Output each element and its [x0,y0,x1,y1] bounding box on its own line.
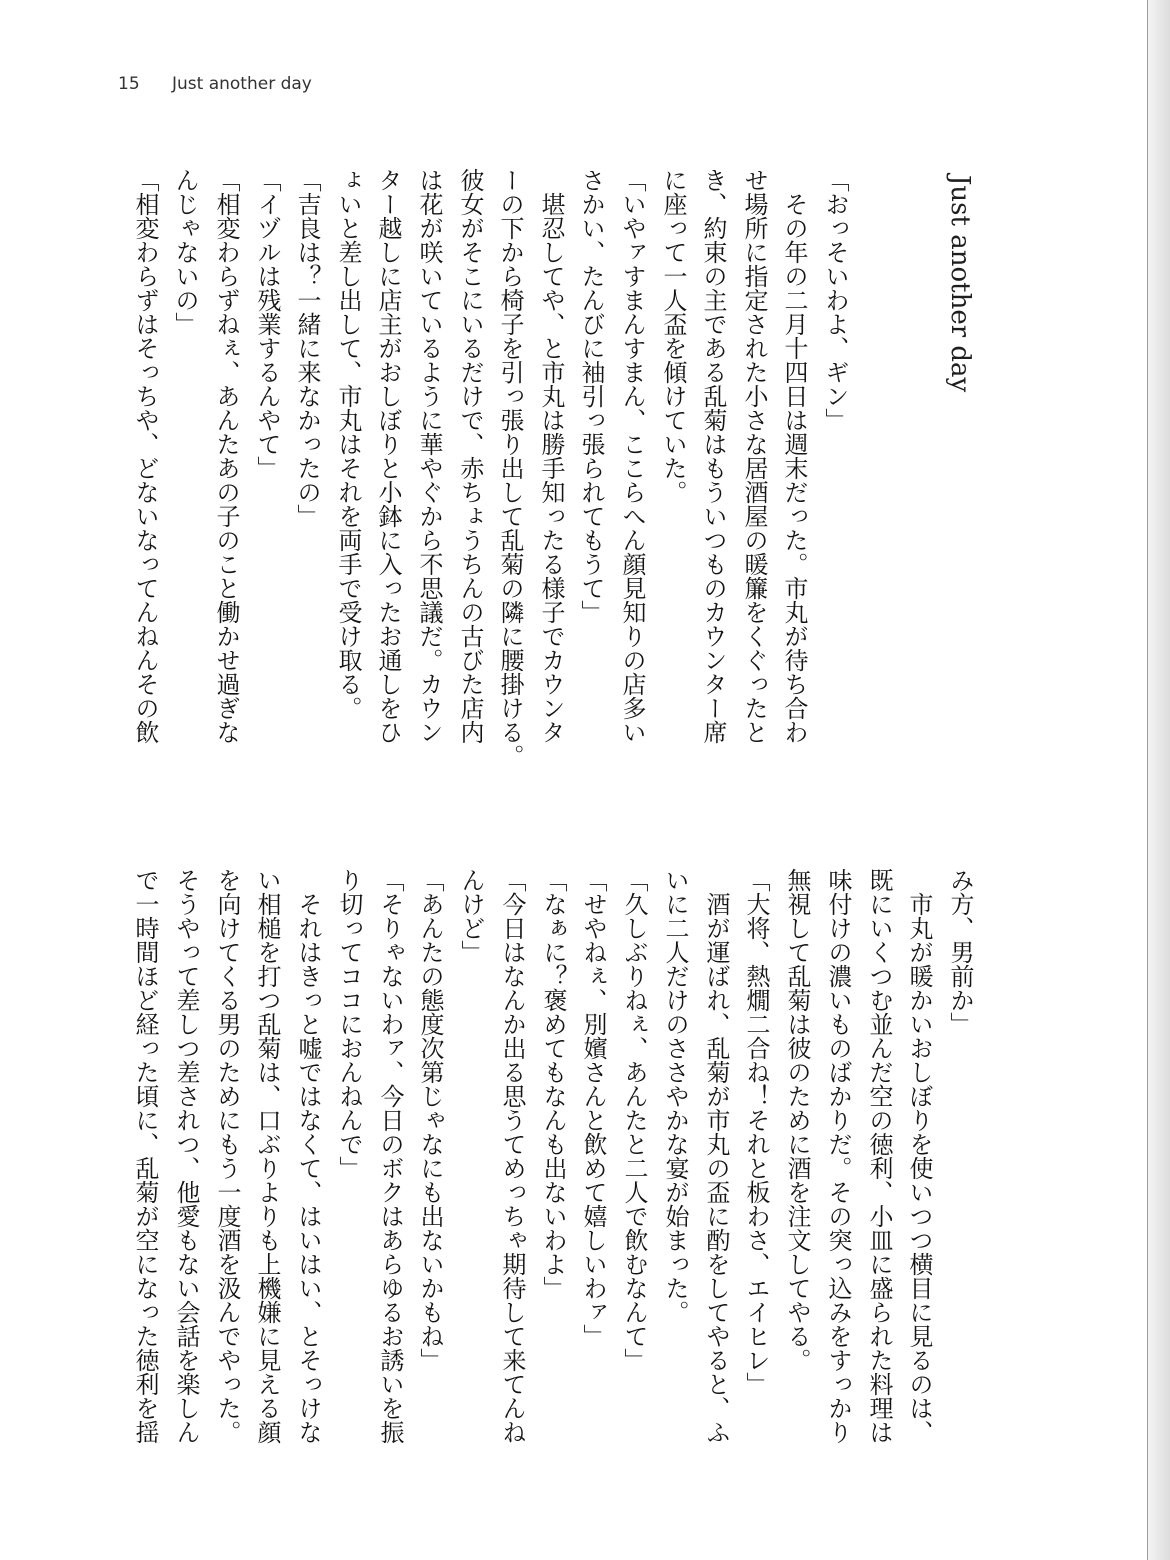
chapter-title: Just another day [945,175,975,393]
text-column: 「あんたの態度次第じゃなにも出ないかもね」 [416,868,444,1372]
text-column: 「せやねぇ、別嬪さんと飲めて嬉しいわァ」 [579,868,607,1348]
text-column: 「イヅルは残業するんやて」 [253,168,281,480]
text-column: ょいと差し出して、市丸はそれを両手で受け取る。 [334,168,362,720]
text-column: い相槌を打つ乱菊は、口ぶりよりも上機嫌に見える顔 [253,868,281,1444]
text-column: み方、男前か」 [946,868,974,1036]
text-column: それはきっと嘘ではなくて、はいはい、とそっけな [294,892,322,1444]
text-column: は花が咲いているように華やぐから不思議だ。カウン [415,168,443,744]
text-column: を向けてくる男のためにもう一度酒を汲んでやった。 [213,868,241,1444]
running-header [118,74,312,94]
text-column: んけど」 [457,868,485,964]
text-column: 市丸が暖かいおしぼりを使いつつ横目に見るのは、 [905,892,933,1444]
text-column: 無視して乱菊は彼のために酒を注文してやる。 [783,868,811,1372]
text-column: 「今日はなんか出る思うてめっちゃ期待して来てんね [498,868,526,1444]
text-column: き、約束の主である乱菊はもういつものカウンター席 [699,168,727,744]
lower-text-block [0,868,1170,1468]
text-column: そうやって差しつ差されつ、他愛もない会話を楽しん [172,868,200,1444]
text-column: 「相変わらずねぇ、あんたあの子のこと働かせ過ぎな [212,168,240,744]
text-column: 「大将、熱燗二合ね！それと板わさ、エイヒレ」 [742,868,770,1396]
text-column: り切ってココにおんねんで」 [335,868,363,1180]
page-number: 15 [118,74,140,94]
text-column: で一時間ほど経った頃に、乱菊が空になった徳利を揺 [131,868,159,1444]
text-column: 酒が運ばれ、乱菊が市丸の盃に酌をしてやると、ふ [702,892,730,1444]
text-column: 堪忍してや、と市丸は勝手知ったる様子でカウンタ [537,192,565,744]
text-column: 「吉良は？一緒に来なかったの」 [293,168,321,528]
text-column: せ場所に指定された小さな居酒屋の暖簾をくぐったと [740,168,768,744]
text-column: 「いやァすまんすまん、ここらへん顔見知りの店多い [618,168,646,744]
upper-text-block [0,168,1170,768]
text-column: 「そりゃないわァ、今日のボクはあらゆるお誘いを振 [376,868,404,1444]
text-column: いに二人だけのささやかな宴が始まった。 [661,868,689,1324]
text-column: 「相変わらずはそっちや、どないなってんねんその飲 [131,168,159,744]
text-column: 既にいくつむ並んだ空の徳利、小皿に盛られた料理は [865,868,893,1444]
text-column: 彼女がそこにいるだけで、赤ちょうちんの古びた店内 [456,168,484,744]
text-column: に座って一人盃を傾けていた。 [659,168,687,504]
text-column: ーの下から椅子を引っ張り出して乱菊の隣に腰掛ける。 [496,168,524,768]
text-column: 「久しぶりねぇ、あんたと二人で飲むなんて」 [620,868,648,1372]
text-column: ター越しに店主がおしぼりと小鉢に入ったお通しをひ [374,168,402,744]
text-column: その年の二月十四日は週末だった。市丸が待ち合わ [780,192,808,744]
text-column: 味付けの濃いものばかりだ。その突っ込みをすっかり [824,868,852,1444]
text-column: 「おっそいわよ、ギン」 [821,168,849,432]
text-column: 「なぁに？褒めてもなんも出ないわよ」 [539,868,567,1300]
text-column: さかい、たんびに袖引っ張られてもうて」 [577,168,605,624]
running-title: Just another day [172,74,312,94]
text-column: んじゃないの」 [171,168,199,336]
